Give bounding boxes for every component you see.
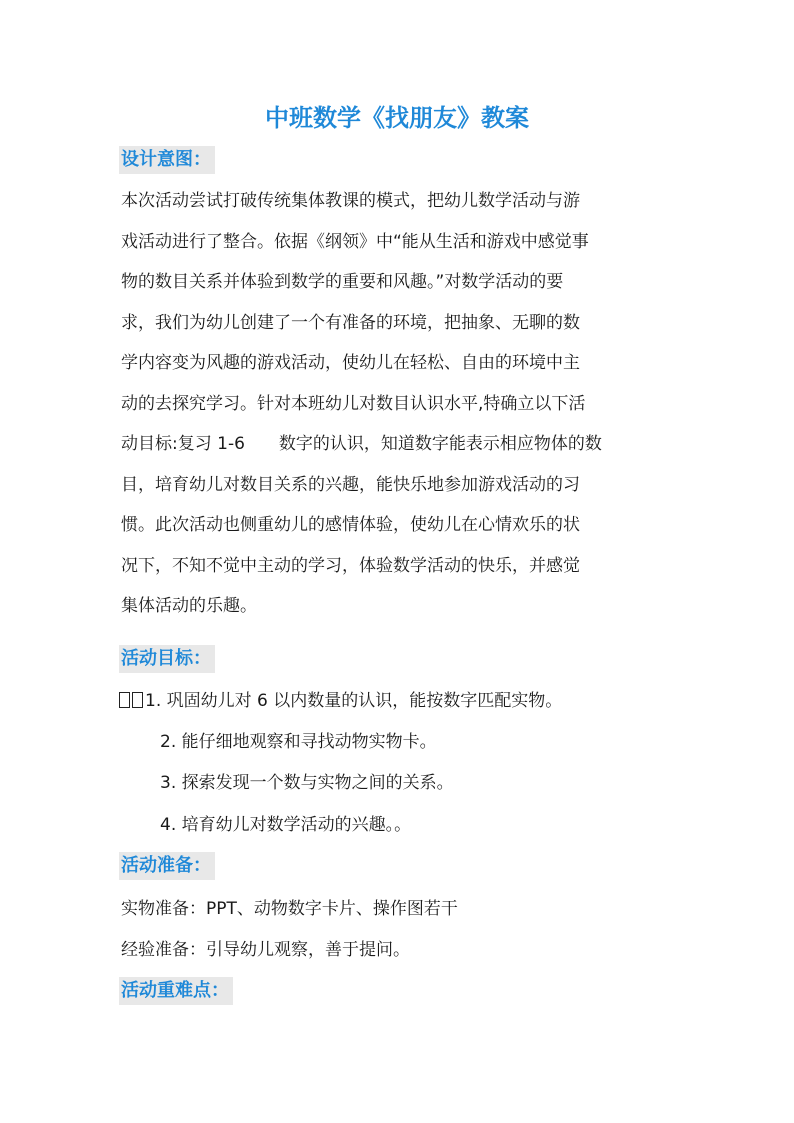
preparation-experience: 经验准备：引导幼儿观察，善于提问。 xyxy=(121,940,410,960)
paragraph-line: 动的去探究学习。针对本班幼儿对数目认识水平,特确立以下活 xyxy=(121,393,586,414)
paragraph-line: 况下，不知不觉中主动的学习，体验数学活动的快乐，并感觉 xyxy=(121,555,580,576)
section-heading-goals: 活动目标： xyxy=(119,645,215,673)
preparation-materials: 实物准备：PPT、动物数字卡片、操作图若干 xyxy=(121,899,458,919)
paragraph-line: 集体活动的乐趣。 xyxy=(121,596,257,616)
goal-item-2: 2. 能仔细地观察和寻找动物实物卡。 xyxy=(160,732,437,752)
document-title: 中班数学《找朋友》教案 xyxy=(265,103,529,132)
paragraph-line: 戏活动进行了整合。依据《纲领》中“能从生活和游戏中感觉事 xyxy=(121,231,589,252)
paragraph-line: 惯。此次活动也侧重幼儿的感情体验，使幼儿在心情欢乐的状 xyxy=(121,515,580,535)
goal-item-1 xyxy=(119,689,562,713)
goal-item-text: 1. 巩固幼儿对 6 以内数量的认识，能按数字匹配实物。 xyxy=(145,691,563,711)
paragraph-line: 目，培育幼儿对数目关系的兴趣，能快乐地参加游戏活动的习 xyxy=(121,474,580,495)
goal-item-4: 4. 培育幼儿对数学活动的兴趣。。 xyxy=(160,815,412,835)
design-intent-paragraph xyxy=(121,181,681,627)
missing-glyph-icon xyxy=(132,692,143,708)
section-heading-key-points: 活动重难点： xyxy=(119,977,233,1005)
paragraph-line: 求，我们为幼儿创建了一个有准备的环境，把抽象、无聊的数 xyxy=(121,312,580,333)
paragraph-line: 学内容变为风趣的游戏活动，使幼儿在轻松、自由的环境中主 xyxy=(121,353,580,373)
missing-glyph-icon xyxy=(119,692,130,708)
paragraph-line: 物的数目关系并体验到数学的重要和风趣。”对数学活动的要 xyxy=(121,272,564,292)
section-heading-design-intent: 设计意图： xyxy=(119,146,215,174)
paragraph-line: 本次活动尝试打破传统集体教课的模式，把幼儿数学活动与游 xyxy=(121,191,580,211)
goal-item-3: 3. 探索发现一个数与实物之间的关系。 xyxy=(160,773,454,793)
paragraph-line: 动目标:复习 1-6 数字的认识，知道数字能表示相应物体的数 xyxy=(121,434,602,454)
section-heading-preparation: 活动准备： xyxy=(119,852,215,880)
